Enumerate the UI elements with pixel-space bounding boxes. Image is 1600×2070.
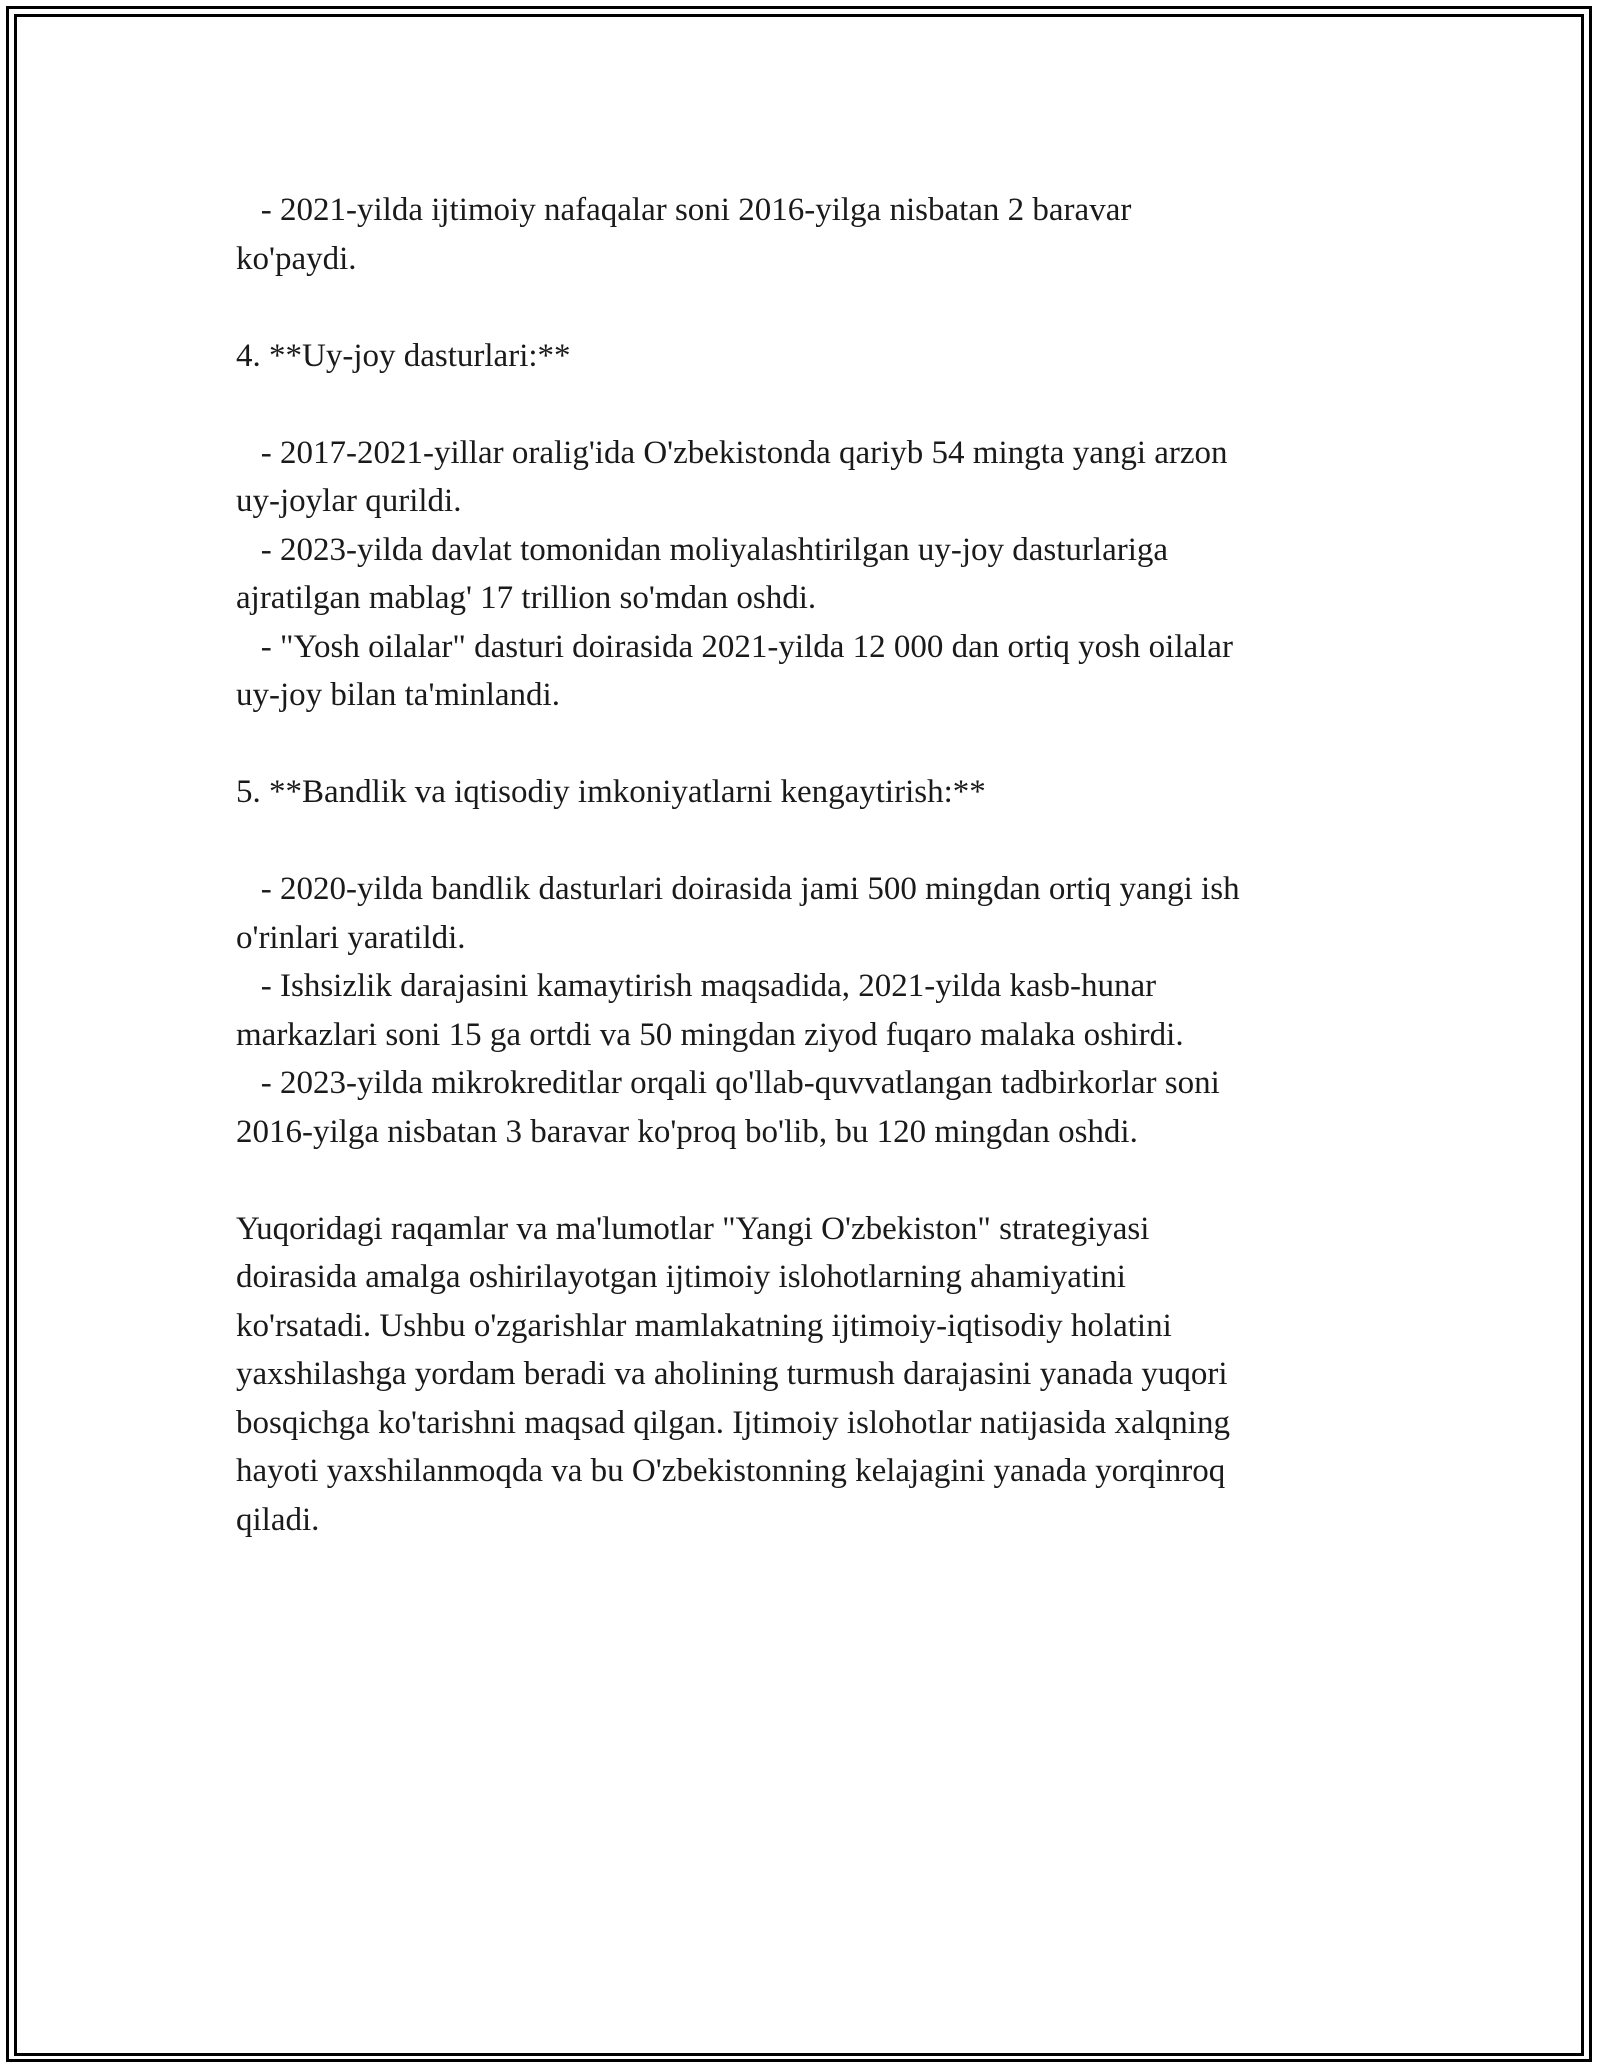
bullet-line: ajratilgan mablag' 17 trillion so'mdan oshdi.	[236, 580, 817, 616]
section-4	[236, 332, 1366, 720]
paragraph-line: hayoti yaxshilanmoqda va bu O'zbekistonning kelajagini yanada yorqinroq	[236, 1453, 1226, 1489]
section-5-bullet	[236, 962, 1366, 1059]
paragraph-gap	[236, 720, 1366, 769]
section-4-bullet	[236, 623, 1366, 720]
bullet-line: - 2017-2021-yillar oralig'ida O'zbekistonda qariyb 54 mingta yangi arzon	[236, 434, 1228, 471]
bullet-line: - 2020-yilda bandlik dasturlari doirasida jami 500 mingdan ortiq yangi ish	[236, 871, 1240, 907]
section-4-bullet	[236, 526, 1366, 623]
section-heading: 5. **Bandlik va iqtisodiy imkoniyatlarni kengaytirish:**	[236, 774, 986, 810]
section-5-bullet	[236, 865, 1366, 962]
bullet-line: - Ishsizlik darajasini kamaytirish maqsadida, 2021-yilda kasb-hunar	[236, 968, 1157, 1004]
section-5	[236, 768, 1366, 1156]
paragraph-line: Yuqoridagi raqamlar va ma'lumotlar "Yangi O'zbekiston" strategiyasi	[236, 1210, 1150, 1247]
bullet-line: - 2021-yilda ijtimoiy nafaqalar soni 2016-yilga nisbatan 2 baravar	[236, 192, 1132, 228]
bullet-line: uy-joylar qurildi.	[236, 483, 462, 519]
section-heading: 4. **Uy-joy dasturlari:**	[236, 337, 571, 374]
bullet-line: - 2023-yilda mikrokreditlar orqali qo'llab-quvvatlangan tadbirkorlar soni	[236, 1065, 1220, 1101]
paragraph-line: ko'rsatadi. Ushbu o'zgarishlar mamlakatning ijtimoiy-iqtisodiy holatini	[236, 1307, 1172, 1344]
section-5-bullet	[236, 1059, 1366, 1156]
paragraph-line: yaxshilashga yordam beradi va aholining turmush darajasini yanada yuqori	[236, 1356, 1228, 1392]
paragraph-gap	[236, 817, 1366, 866]
bullet-line: markazlari soni 15 ga ortdi va 50 mingdan ziyod fuqaro malaka oshirdi.	[236, 1016, 1184, 1053]
bullet-line: 2016-yilga nisbatan 3 baravar ko'proq bo'lib, bu 120 mingdan oshdi.	[236, 1113, 1138, 1150]
bullet-line: ko'paydi.	[236, 240, 357, 277]
conclusion-paragraph	[236, 1205, 1366, 1545]
paragraph-line: doirasida amalga oshirilayotgan ijtimoiy islohotlarning ahamiyatini	[236, 1259, 1126, 1295]
bullet-line: - "Yosh oilalar" dasturi doirasida 2021-yilda 12 000 dan ortiq yosh oilalar	[236, 628, 1233, 665]
bullet-line: uy-joy bilan ta'minlandi.	[236, 677, 560, 713]
bullet-line: - 2023-yilda davlat tomonidan moliyalashtirilgan uy-joy dasturlariga	[236, 531, 1169, 568]
section-4-bullet	[236, 429, 1366, 526]
paragraph-gap	[236, 283, 1366, 332]
paragraph-line: bosqichga ko'tarishni maqsad qilgan. Ijtimoiy islohotlar natijasida xalqning	[236, 1404, 1230, 1441]
paragraph-gap	[236, 1156, 1366, 1205]
bullet-line: o'rinlari yaratildi.	[236, 919, 466, 956]
intro-bullet	[236, 186, 1366, 283]
document-body	[236, 186, 1366, 1544]
paragraph-line: qiladi.	[236, 1501, 320, 1538]
paragraph-gap	[236, 380, 1366, 429]
